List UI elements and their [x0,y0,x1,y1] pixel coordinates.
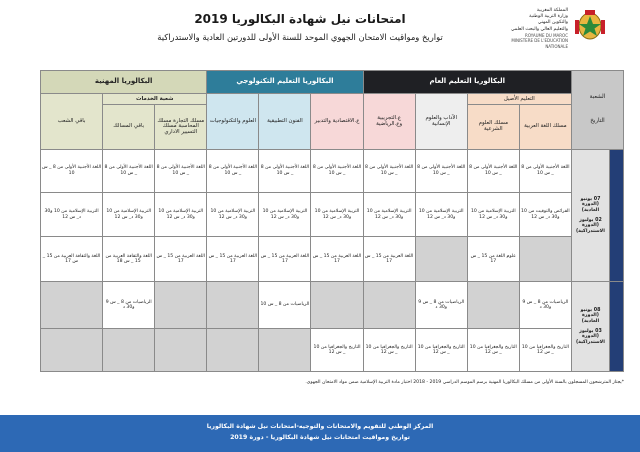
cell-r3-sharia: علوم اللغة من 15 _ س 17 [467,237,519,282]
day-one-label [609,149,623,281]
page-title: امتحانات نيل شهادة البكالوريا 2019 [194,12,406,26]
branch-header: الشعبة [589,94,606,101]
cell-r5-arabic: التاريخ والجغرافيا من 10 _ س 12 [519,329,571,372]
branch-arabic: مسلك اللغة العربية [519,105,571,150]
cell-r3-exp: اللغة العربية من 15 _ س 17 [363,237,415,282]
header-date-branch [571,71,623,150]
category-general: البكالوريا التعليم العام [363,71,571,94]
branch-applied-arts: الفنون التطبيقية [259,94,311,149]
ministry-line: والتكوين المهني [537,20,568,26]
branch-literature: الآداب والعلوم الإنسانية [415,94,467,149]
day-two-label [609,282,623,372]
cell-r1-trade: اللغة الأجنبية الأولى من 8 _ س 10 [155,149,207,192]
cell-r3-applied: اللغة العربية من 15 _ س 17 [259,237,311,282]
cell-r1-sharia: اللغة الأجنبية الأولى من 8 _ س 10 [467,149,519,192]
ministry-line-fr: MINISTERE DE L'EDUCATION NATIONALE [511,38,568,49]
ministry-name [488,8,568,49]
cell-r3-tech: اللغة العربية من 15 _ س 17 [207,237,259,282]
branch-rest: باقي الشعب [41,94,103,149]
coat-of-arms-icon [572,8,608,42]
cell-r3-lit-empty [415,237,467,282]
date-header: التاريخ [590,117,605,124]
cell-r5-other-empty [103,329,155,372]
cell-r2-sharia: التربية الإسلامية من 10 و30 د_ س 12 [467,192,519,237]
date-catchup: 02 يوليوز (الدورة الاستدراكية) [575,217,605,234]
header-services: شعبة الخدمات [103,94,207,105]
cell-r3-other: اللغة والثقافة العربية من 15 _ س 18 [103,237,155,282]
branch-other: باقي المسالك [103,105,155,150]
cell-r2-lit: التربية الإسلامية من 10 و30 د_ س 12 [415,192,467,237]
footnote: *يجتاز المترشحون المسجلون بالسنة الأولى من مسلك البكالوريا المهنية برسم الموسم الدراسي 2019 - 2018 اختبار مادة التربية الإسلامية ضمن مواد الامتحان الجهوي. [305,380,624,385]
cell-r4-eco-empty [311,282,363,329]
cell-r3-trade: اللغة العربية من 15 _ س 17 [155,237,207,282]
cell-r5-applied-empty [259,329,311,372]
cell-r4-tech-empty [207,282,259,329]
schedule-table [40,70,624,372]
cell-r2-other: التربية الإسلامية من 10 و30 د_ س 12 [103,192,155,237]
branch-trade: مسلك التجارة مسلك المحاسبة مسلك التسيير الاداري [155,105,207,150]
category-prof: البكالوريا المهنية [41,71,207,94]
cell-r3-rest: اللغة والثقافة العربية من 15 _ س 17 [41,237,103,282]
date-normal: 07 يونيو (الدورة العادية) [580,196,601,214]
cell-r4-applied: الرياضيات من 8 _ س 10 [259,282,311,329]
cell-r5-sharia: التاريخ والجغرافيا من 10 _ س 12 [467,329,519,372]
footer-line-1: المركز الوطني للتقويم والامتحانات والتوجيه-امتحانات نيل شهادة البكالوريا [206,423,434,430]
cell-r4-arabic: الرياضيات من 8 _ س 9 و30 د [519,282,571,329]
cell-r1-exp: اللغة الأجنبية الأولى من 8 _ س 10 [363,149,415,192]
branch-sharia: مسلك العلوم الشرعية [467,105,519,150]
cell-r4-lit: الرياضيات من 8 _ س 9 و30 د [415,282,467,329]
cell-r2-rest: التربية الإسلامية من 10 و30 د_ س 12 [41,192,103,237]
branch-economics: ع.الاقتصادية والتدبير [311,94,363,149]
branch-experimental: ع.التجريبية وع.الرياضية [363,94,415,149]
ministry-line: وزارة التربية الوطنية [529,14,568,20]
branch-sciences-tech: العلوم والتكنولوجيات [207,94,259,149]
cell-r5-trade-empty [155,329,207,372]
cell-r2-applied: التربية الإسلامية من 10 و30 د_ س 12 [259,192,311,237]
cell-r4-rest-empty [41,282,103,329]
cell-r3-eco: اللغة العربية من 15 _ س 17 [311,237,363,282]
page-subtitle: تواريخ ومواقيت الامتحان الجهوي الموحد للسنة الأولى للدورتين العادية والاستدراكية [157,32,443,42]
cell-r4-trade-empty [155,282,207,329]
cell-r1-eco: اللغة الأجنبية الأولى من 8 _ س 10 [311,149,363,192]
cell-r4-other: الرياضيات من 8 _ س 9 و30 د [103,282,155,329]
cell-r4-sharia-empty [467,282,519,329]
cell-r4-exp-empty [363,282,415,329]
header-tronc: التعليم الأصيل [467,94,571,105]
cell-r2-arabic: الفرائض والتوقيت من 10 و30 د_ س 12 [519,192,571,237]
date-catchup: 03 يوليوز (الدورة الاستدراكية) [575,328,605,345]
cell-r1-applied: اللغة الأجنبية الأولى من 8 _ س 10 [259,149,311,192]
cell-r1-rest: اللغة الأجنبية الأولى من 8 _ س 10 [41,149,103,192]
date-normal: 08 يونيو (الدورة العادية) [580,307,601,325]
cell-r5-rest-empty [41,329,103,372]
cell-r2-exp: التربية الإسلامية من 10 و30 د_ س 12 [363,192,415,237]
cell-r2-trade: التربية الإسلامية من 10 و30 د_ س 12 [155,192,207,237]
cell-r5-eco: التاريخ والجغرافيا من 10 _ س 12 [311,329,363,372]
cell-r5-exp: التاريخ والجغرافيا من 10 _ س 12 [363,329,415,372]
day-two-dates [571,282,609,372]
ministry-line: والتعليم العالي والبحث العلمي [510,26,568,32]
category-tech: البكالوريا التعليم التكنولوجي [207,71,363,94]
cell-r2-eco: التربية الإسلامية من 10 و30 د_ س 12 [311,192,363,237]
footer-line-2: تواريخ ومواقيت امتحانات نيل شهادة البكالوريا - دورة 2019 [230,434,410,441]
cell-r5-lit: التاريخ والجغرافيا من 10 _ س 12 [415,329,467,372]
cell-r1-other: اللغة الأجنبية الأولى من 8 _ س 10 [103,149,155,192]
day-one-dates [571,149,609,281]
footer-bar [0,415,640,452]
cell-r2-tech: التربية الإسلامية من 10 و30 د_ س 12 [207,192,259,237]
ministry-line: المملكة المغربية [536,8,568,13]
cell-r3-arabic-empty [519,237,571,282]
ministry-line-fr: ROYAUME DU MAROC [525,32,568,38]
cell-r1-lit: اللغة الأجنبية الأولى من 8 _ س 10 [415,149,467,192]
cell-r5-tech-empty [207,329,259,372]
cell-r1-tech: اللغة الأجنبية الأولى من 8 _ س 10 [207,149,259,192]
cell-r1-arabic: اللغة الأجنبية الأولى من 8 _ س 10 [519,149,571,192]
